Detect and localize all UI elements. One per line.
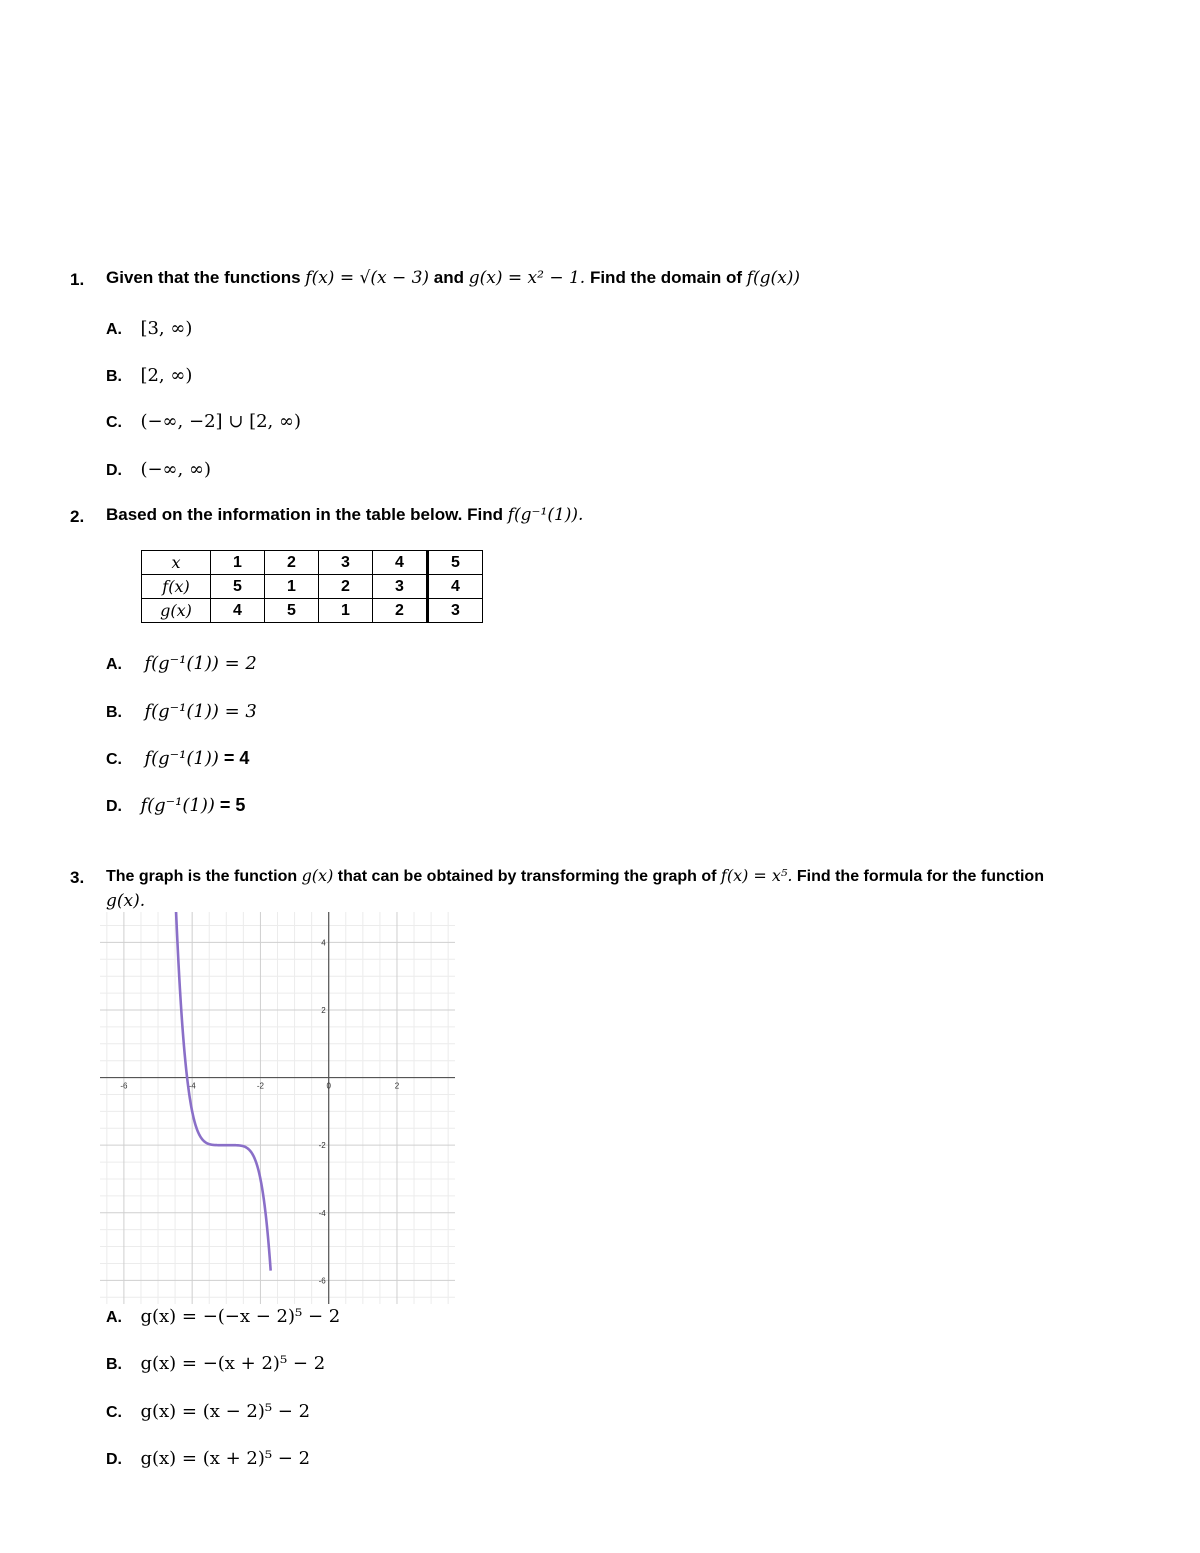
option-text: g(x) = (x − 2)⁵ − 2 xyxy=(140,1401,311,1422)
question-3-number: 3. xyxy=(70,868,85,887)
q2-prefix: Based on the information in the table below. Find xyxy=(106,505,503,524)
option-text: [2, ∞) xyxy=(140,365,193,386)
x-tick-label: 2 xyxy=(394,1081,400,1091)
option-text: g(x) = −(x + 2)⁵ − 2 xyxy=(140,1353,326,1374)
table-cell: 2 xyxy=(319,575,373,599)
table-cell: 5 xyxy=(265,599,319,623)
option-letter: B. xyxy=(106,368,122,385)
option-letter: A. xyxy=(106,656,122,673)
option-expression: f(g⁻¹(1)) xyxy=(144,748,219,769)
q3-option-d[interactable] xyxy=(106,1448,310,1469)
question-2-text xyxy=(106,505,583,525)
q2-option-d[interactable] xyxy=(106,795,245,816)
option-text: (−∞, ∞) xyxy=(140,459,212,480)
q3-text-line-2: g(x). xyxy=(106,891,146,911)
q3-g: g(x) xyxy=(301,866,334,885)
q2-option-a[interactable] xyxy=(106,653,257,674)
question-1-number: 1. xyxy=(70,270,85,289)
table-cell: 5 xyxy=(211,575,265,599)
question-2-number: 2. xyxy=(70,507,85,526)
function-values-table xyxy=(141,550,483,623)
option-value: = 5 xyxy=(214,795,246,815)
table-cell: 4 xyxy=(373,551,428,575)
option-text: g(x) = (x + 2)⁵ − 2 xyxy=(140,1448,311,1469)
option-letter: A. xyxy=(106,1309,122,1326)
option-letter: A. xyxy=(106,321,122,338)
option-letter: D. xyxy=(106,1451,122,1468)
q1-option-a[interactable] xyxy=(106,318,192,339)
table-cell: 2 xyxy=(373,599,428,623)
option-expression: f(g⁻¹(1)) = 3 xyxy=(144,701,257,722)
table-row xyxy=(142,575,483,599)
q3-suffix: Find the formula for the function xyxy=(796,868,1044,885)
option-letter: C. xyxy=(106,751,122,768)
table-cell: 2 xyxy=(265,551,319,575)
table-cell: 3 xyxy=(319,551,373,575)
x-tick-label: -4 xyxy=(188,1081,196,1091)
question-1-text xyxy=(106,268,800,288)
table-cell: 1 xyxy=(319,599,373,623)
table-row xyxy=(142,599,483,623)
q2-option-b[interactable] xyxy=(106,701,257,722)
question-3-text xyxy=(106,866,1044,886)
option-letter: D. xyxy=(106,798,122,815)
q1-target: f(g(x)) xyxy=(746,268,801,288)
y-tick-label: -4 xyxy=(318,1208,326,1218)
table-cell: 3 xyxy=(428,599,483,623)
table-cell: 1 xyxy=(265,575,319,599)
table-cell: 4 xyxy=(211,599,265,623)
q3-option-a[interactable] xyxy=(106,1306,340,1327)
q3-middle: that can be obtained by transforming the graph of xyxy=(337,868,717,885)
q1-g-definition: g(x) = x² − 1. xyxy=(468,268,586,288)
q1-and: and xyxy=(433,268,465,287)
q1-suffix: Find the domain of xyxy=(589,268,742,287)
row-header: x xyxy=(142,551,211,575)
q3-prefix: The graph is the function xyxy=(106,868,298,885)
q1-option-d[interactable] xyxy=(106,459,211,480)
table-cell: 3 xyxy=(373,575,428,599)
table-cell: 1 xyxy=(211,551,265,575)
y-tick-label: -6 xyxy=(318,1276,326,1286)
y-tick-label: 2 xyxy=(321,1006,326,1015)
y-tick-label: 4 xyxy=(321,938,326,948)
option-expression: f(g⁻¹(1)) xyxy=(140,795,215,816)
table-cell: 4 xyxy=(428,575,483,599)
q3-f-definition: f(x) = x⁵. xyxy=(720,866,793,885)
q1-option-c[interactable] xyxy=(106,411,301,432)
q3-option-b[interactable] xyxy=(106,1353,325,1374)
table-cell: 5 xyxy=(428,551,483,575)
table-row xyxy=(142,551,483,575)
option-expression: f(g⁻¹(1)) = 2 xyxy=(144,653,257,674)
x-tick-label: -2 xyxy=(256,1081,264,1091)
option-value: = 4 xyxy=(218,748,250,768)
option-letter: C. xyxy=(106,1404,122,1421)
option-text: (−∞, −2] ∪ [2, ∞) xyxy=(140,411,302,432)
y-tick-label: -2 xyxy=(318,1141,326,1151)
x-tick-label: 0 xyxy=(326,1081,331,1091)
row-header: f(x) xyxy=(142,575,211,599)
option-text: [3, ∞) xyxy=(140,318,193,339)
option-letter: B. xyxy=(106,704,122,721)
q1-option-b[interactable] xyxy=(106,365,192,386)
q1-f-definition: f(x) = √(x − 3) xyxy=(305,268,430,288)
row-header: g(x) xyxy=(142,599,211,623)
q2-target: f(g⁻¹(1)). xyxy=(507,505,584,525)
q2-option-c[interactable] xyxy=(106,748,249,769)
grid-minor xyxy=(100,912,455,1304)
option-letter: C. xyxy=(106,414,122,431)
option-text: g(x) = −(−x − 2)⁵ − 2 xyxy=(140,1306,341,1327)
q3-option-c[interactable] xyxy=(106,1401,310,1422)
q1-prefix: Given that the functions xyxy=(106,268,301,287)
option-letter: B. xyxy=(106,1356,122,1373)
function-graph xyxy=(100,912,455,1304)
graph-curve xyxy=(175,912,271,1271)
x-tick-label: -6 xyxy=(120,1081,128,1091)
option-letter: D. xyxy=(106,462,122,479)
